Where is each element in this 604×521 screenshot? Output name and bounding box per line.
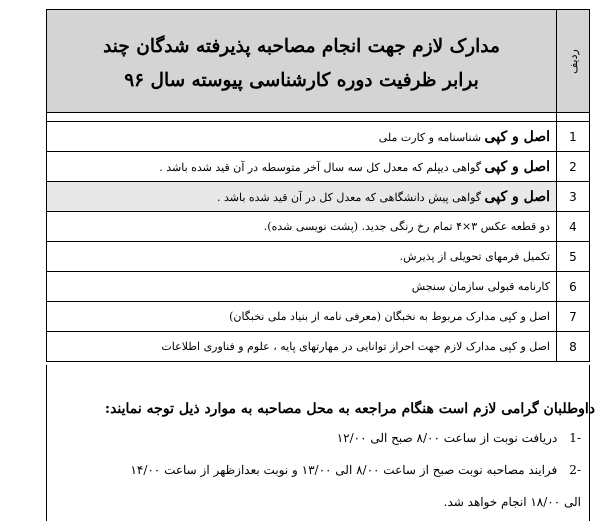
row-lead-text: اصل و کپی <box>484 158 550 175</box>
title-line-1: مدارک لازم جهت انجام مصاحبه پذیرفته شدگان چند <box>103 36 500 57</box>
row-body-text: اصل و کپی مدارک لازم جهت احراز توانایی در مهارتهای پایه ، علوم و فناوری اطلاعات <box>161 340 550 353</box>
row-number: 4 <box>557 212 590 242</box>
applicant-notes-box <box>46 365 595 521</box>
row-body-text: تکمیل فرمهای تحویلی از پذیرش. <box>399 250 550 263</box>
row-text <box>47 272 557 302</box>
note-number: -2 <box>569 463 581 477</box>
row-text <box>47 212 557 242</box>
row-body-text: اصل و کپی مدارک مربوط به نخبگان (معرفی نامه از بنیاد ملی نخبگان) <box>229 310 550 323</box>
table-row <box>47 182 590 212</box>
row-lead-text: اصل و کپی <box>484 188 550 205</box>
row-text <box>47 332 557 362</box>
note-number: -1 <box>569 431 581 445</box>
row-number: 6 <box>557 272 590 302</box>
row-body-text: گواهی دیپلم که معدل کل سه سال آخر متوسطه در آن قید شده باشد . <box>159 160 485 174</box>
row-body-text: کارنامه قبولی سازمان سنجش <box>411 280 550 293</box>
row-text <box>47 242 557 272</box>
note-text: دریافت نوبت از ساعت ۸/۰۰ صبح الی ۱۲/۰۰ <box>336 431 558 445</box>
row-body-text: گواهی پیش دانشگاهی که معدل کل در آن قید شده باشد . <box>216 190 485 204</box>
row-body-text: شناسنامه و کارت ملی <box>378 130 485 144</box>
row-number: 1 <box>557 122 590 152</box>
table-row <box>47 302 590 332</box>
title-line-2: برابر ظرفیت دوره کارشناسی پیوسته سال ۹۶ <box>124 70 479 91</box>
row-text <box>47 122 557 152</box>
note-item-1 <box>337 431 581 445</box>
row-lead-text: اصل و کپی <box>484 128 550 145</box>
row-number-column-header <box>557 10 590 113</box>
row-number-column-label: ردیف <box>566 48 580 74</box>
row-body-text: دو قطعه عکس ۳×۴ تمام رخ رنگی جدید. (پشت نویسی شده). <box>263 220 550 233</box>
table-title <box>47 10 557 113</box>
note-item-2 <box>130 463 581 477</box>
notes-heading: داوطلبان گرامی لازم است هنگام مراجعه به محل مصاحبه به موارد ذیل توجه نمایند: <box>104 401 595 417</box>
row-text <box>47 152 557 182</box>
row-number: 8 <box>557 332 590 362</box>
note-text: فرایند مصاحبه نوبت صبح از ساعت ۸/۰۰ الی ۱۳/۰۰ و نوبت بعدازظهر از ساعت ۱۴/۰۰ <box>130 463 558 477</box>
table-row <box>47 332 590 362</box>
row-text <box>47 302 557 332</box>
row-number: 5 <box>557 242 590 272</box>
row-number: 3 <box>557 182 590 212</box>
required-documents-table <box>46 9 590 362</box>
table-row <box>47 272 590 302</box>
table-row <box>47 212 590 242</box>
table-row <box>47 152 590 182</box>
row-number: 7 <box>557 302 590 332</box>
row-text <box>47 182 557 212</box>
table-row <box>47 242 590 272</box>
note-item-2-continuation: الی ۱۸/۰۰ انجام خواهد شد. <box>443 495 581 509</box>
header-gap-row <box>47 113 590 122</box>
row-number: 2 <box>557 152 590 182</box>
table-row <box>47 122 590 152</box>
table-header-row <box>47 10 590 113</box>
